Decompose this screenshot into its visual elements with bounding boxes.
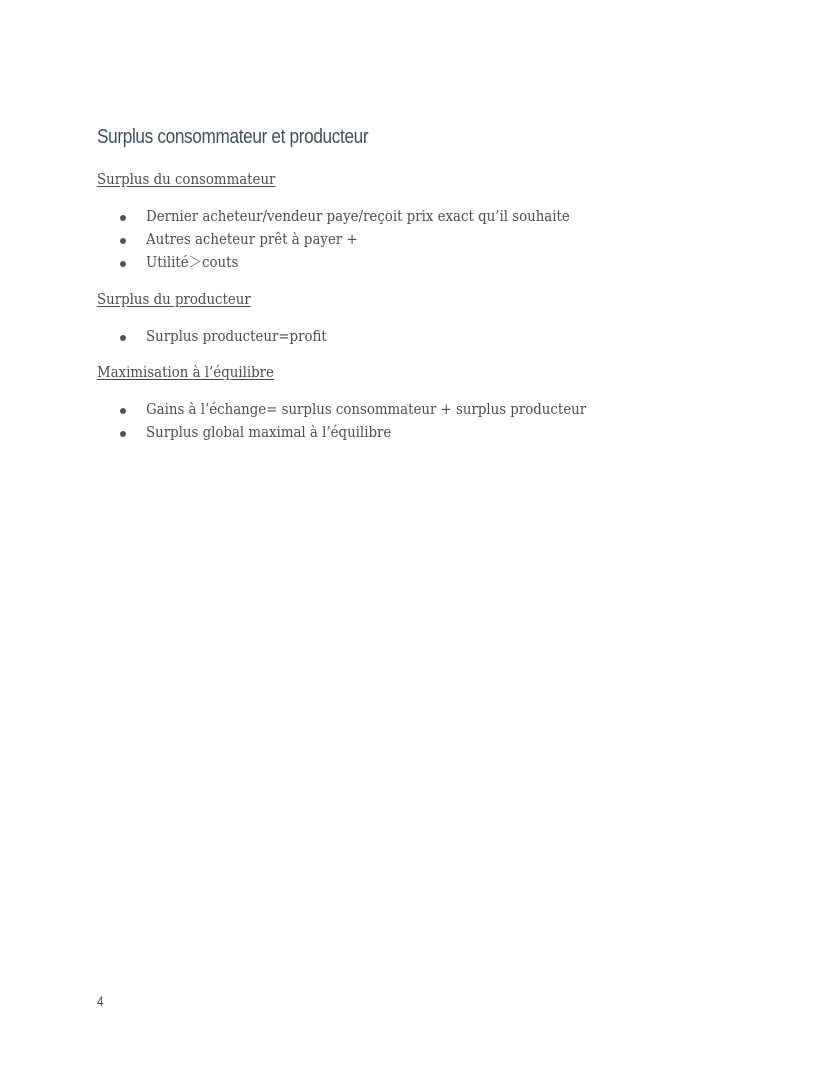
bullet-icon	[120, 215, 126, 221]
section-heading-consumer-surplus: Surplus du consommateur	[97, 172, 276, 188]
bullet-icon	[120, 408, 126, 414]
bullet-icon	[120, 261, 126, 267]
page-number: 4	[97, 993, 104, 1009]
page-title: Surplus consommateur et producteur	[97, 126, 369, 148]
section-heading-equilibrium: Maximisation à l’équilibre	[97, 365, 274, 381]
section-heading-producer-surplus: Surplus du producteur	[97, 292, 251, 308]
list-item-text: Surplus producteur=profit	[146, 329, 327, 345]
list-item-text: Utilité＞couts	[146, 255, 239, 271]
bullet-icon	[120, 238, 126, 244]
list-item-text: Surplus global maximal à l’équilibre	[146, 425, 392, 441]
bullet-icon	[120, 335, 126, 341]
list-item-text: Dernier acheteur/vendeur paye/reçoit prix exact qu’il souhaite	[146, 209, 570, 225]
list-item-text: Autres acheteur prêt à payer +	[146, 232, 358, 248]
list-item-text: Gains à l’échange= surplus consommateur + surplus producteur	[146, 402, 587, 418]
bullet-icon	[120, 431, 126, 437]
